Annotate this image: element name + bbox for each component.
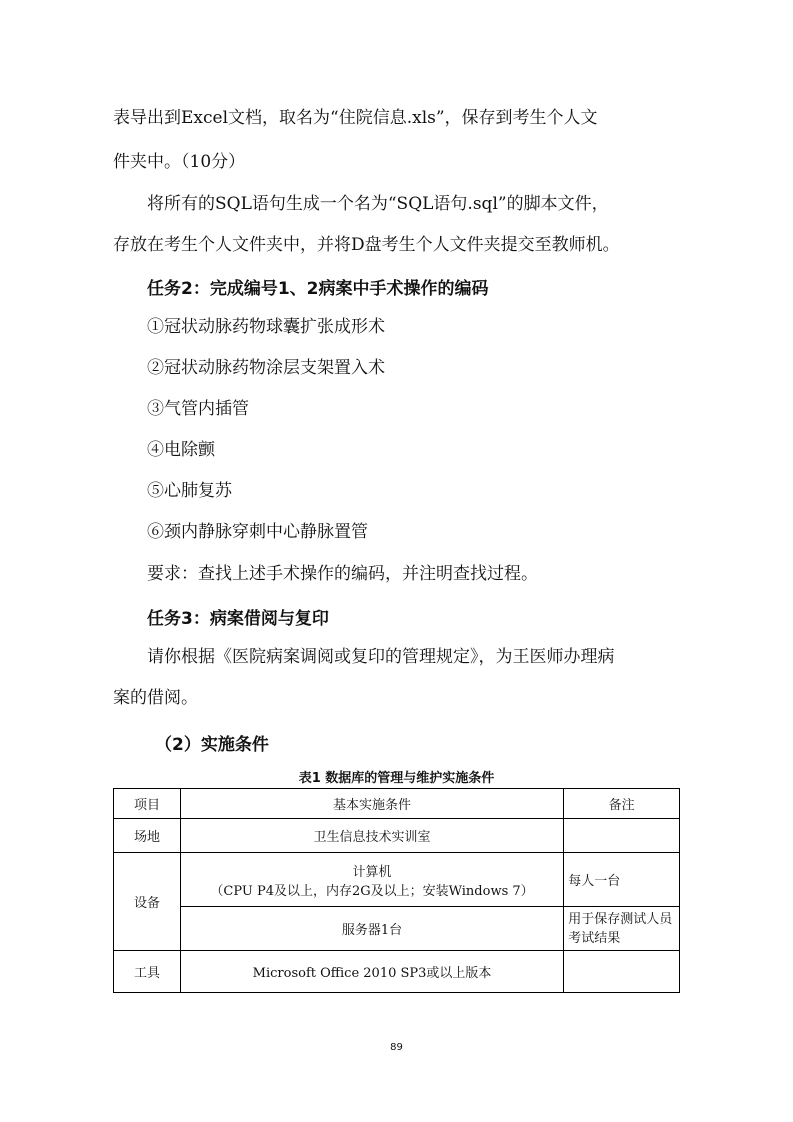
computer-title: 计算机 bbox=[352, 864, 392, 880]
header-cell: 基本实施条件 bbox=[180, 789, 563, 819]
conditions-heading: （2）实施条件 bbox=[155, 735, 269, 755]
server-cell: 服务器1台 bbox=[180, 907, 563, 951]
table-row bbox=[114, 951, 680, 993]
table-caption: 表1 数据库的管理与维护实施条件 bbox=[298, 771, 495, 786]
computer-cell bbox=[180, 853, 563, 907]
table-row bbox=[114, 819, 680, 853]
table-row bbox=[114, 907, 680, 951]
paragraph-line: 件夹中。（10分） bbox=[113, 152, 246, 172]
task3-heading: 任务3：病案借阅与复印 bbox=[147, 609, 329, 629]
paragraph-line: 存放在考生个人文件夹中，并将D盘考生个人文件夹提交至教师机。 bbox=[113, 235, 620, 255]
venue-value: 卫生信息技术实训室 bbox=[180, 819, 563, 853]
server-note: 用于保存测试人员考试结果 bbox=[564, 907, 680, 951]
venue-note bbox=[564, 819, 680, 853]
list-item: ⑥颈内静脉穿刺中心静脉置管 bbox=[147, 522, 368, 542]
requirement-text: 要求：查找上述手术操作的编码，并注明查找过程。 bbox=[147, 564, 538, 584]
tools-label: 工具 bbox=[114, 951, 181, 993]
computer-spec: （CPU P4及以上，内存2G及以上；安装Windows 7） bbox=[210, 883, 534, 899]
venue-label: 场地 bbox=[114, 819, 181, 853]
list-item: ③气管内插管 bbox=[147, 399, 249, 419]
equipment-label: 设备 bbox=[114, 853, 181, 951]
table-header-row bbox=[114, 789, 680, 819]
page-number: 89 bbox=[390, 1042, 403, 1053]
paragraph-line: 请你根据《医院病案调阅或复印的管理规定》，为王医师办理病 bbox=[147, 647, 615, 667]
paragraph-line: 表导出到Excel文档，取名为“住院信息.xls”，保存到考生个人文 bbox=[113, 108, 598, 128]
paragraph-line: 将所有的SQL语句生成一个名为“SQL语句.sql”的脚本文件， bbox=[147, 194, 609, 214]
header-cell: 备注 bbox=[564, 789, 680, 819]
header-cell: 项目 bbox=[114, 789, 181, 819]
list-item: ①冠状动脉药物球囊扩张成形术 bbox=[147, 317, 385, 337]
table-row bbox=[114, 853, 680, 907]
task2-heading: 任务2：完成编号1、2病案中手术操作的编码 bbox=[147, 279, 489, 299]
tools-note bbox=[564, 951, 680, 993]
list-item: ⑤心肺复苏 bbox=[147, 481, 232, 501]
paragraph-line: 案的借阅。 bbox=[113, 688, 198, 708]
list-item: ②冠状动脉药物涂层支架置入术 bbox=[147, 358, 385, 378]
conditions-table bbox=[113, 788, 680, 993]
tools-value: Microsoft Office 2010 SP3或以上版本 bbox=[180, 951, 563, 993]
computer-note: 每人一台 bbox=[564, 853, 680, 907]
list-item: ④电除颤 bbox=[147, 440, 215, 460]
